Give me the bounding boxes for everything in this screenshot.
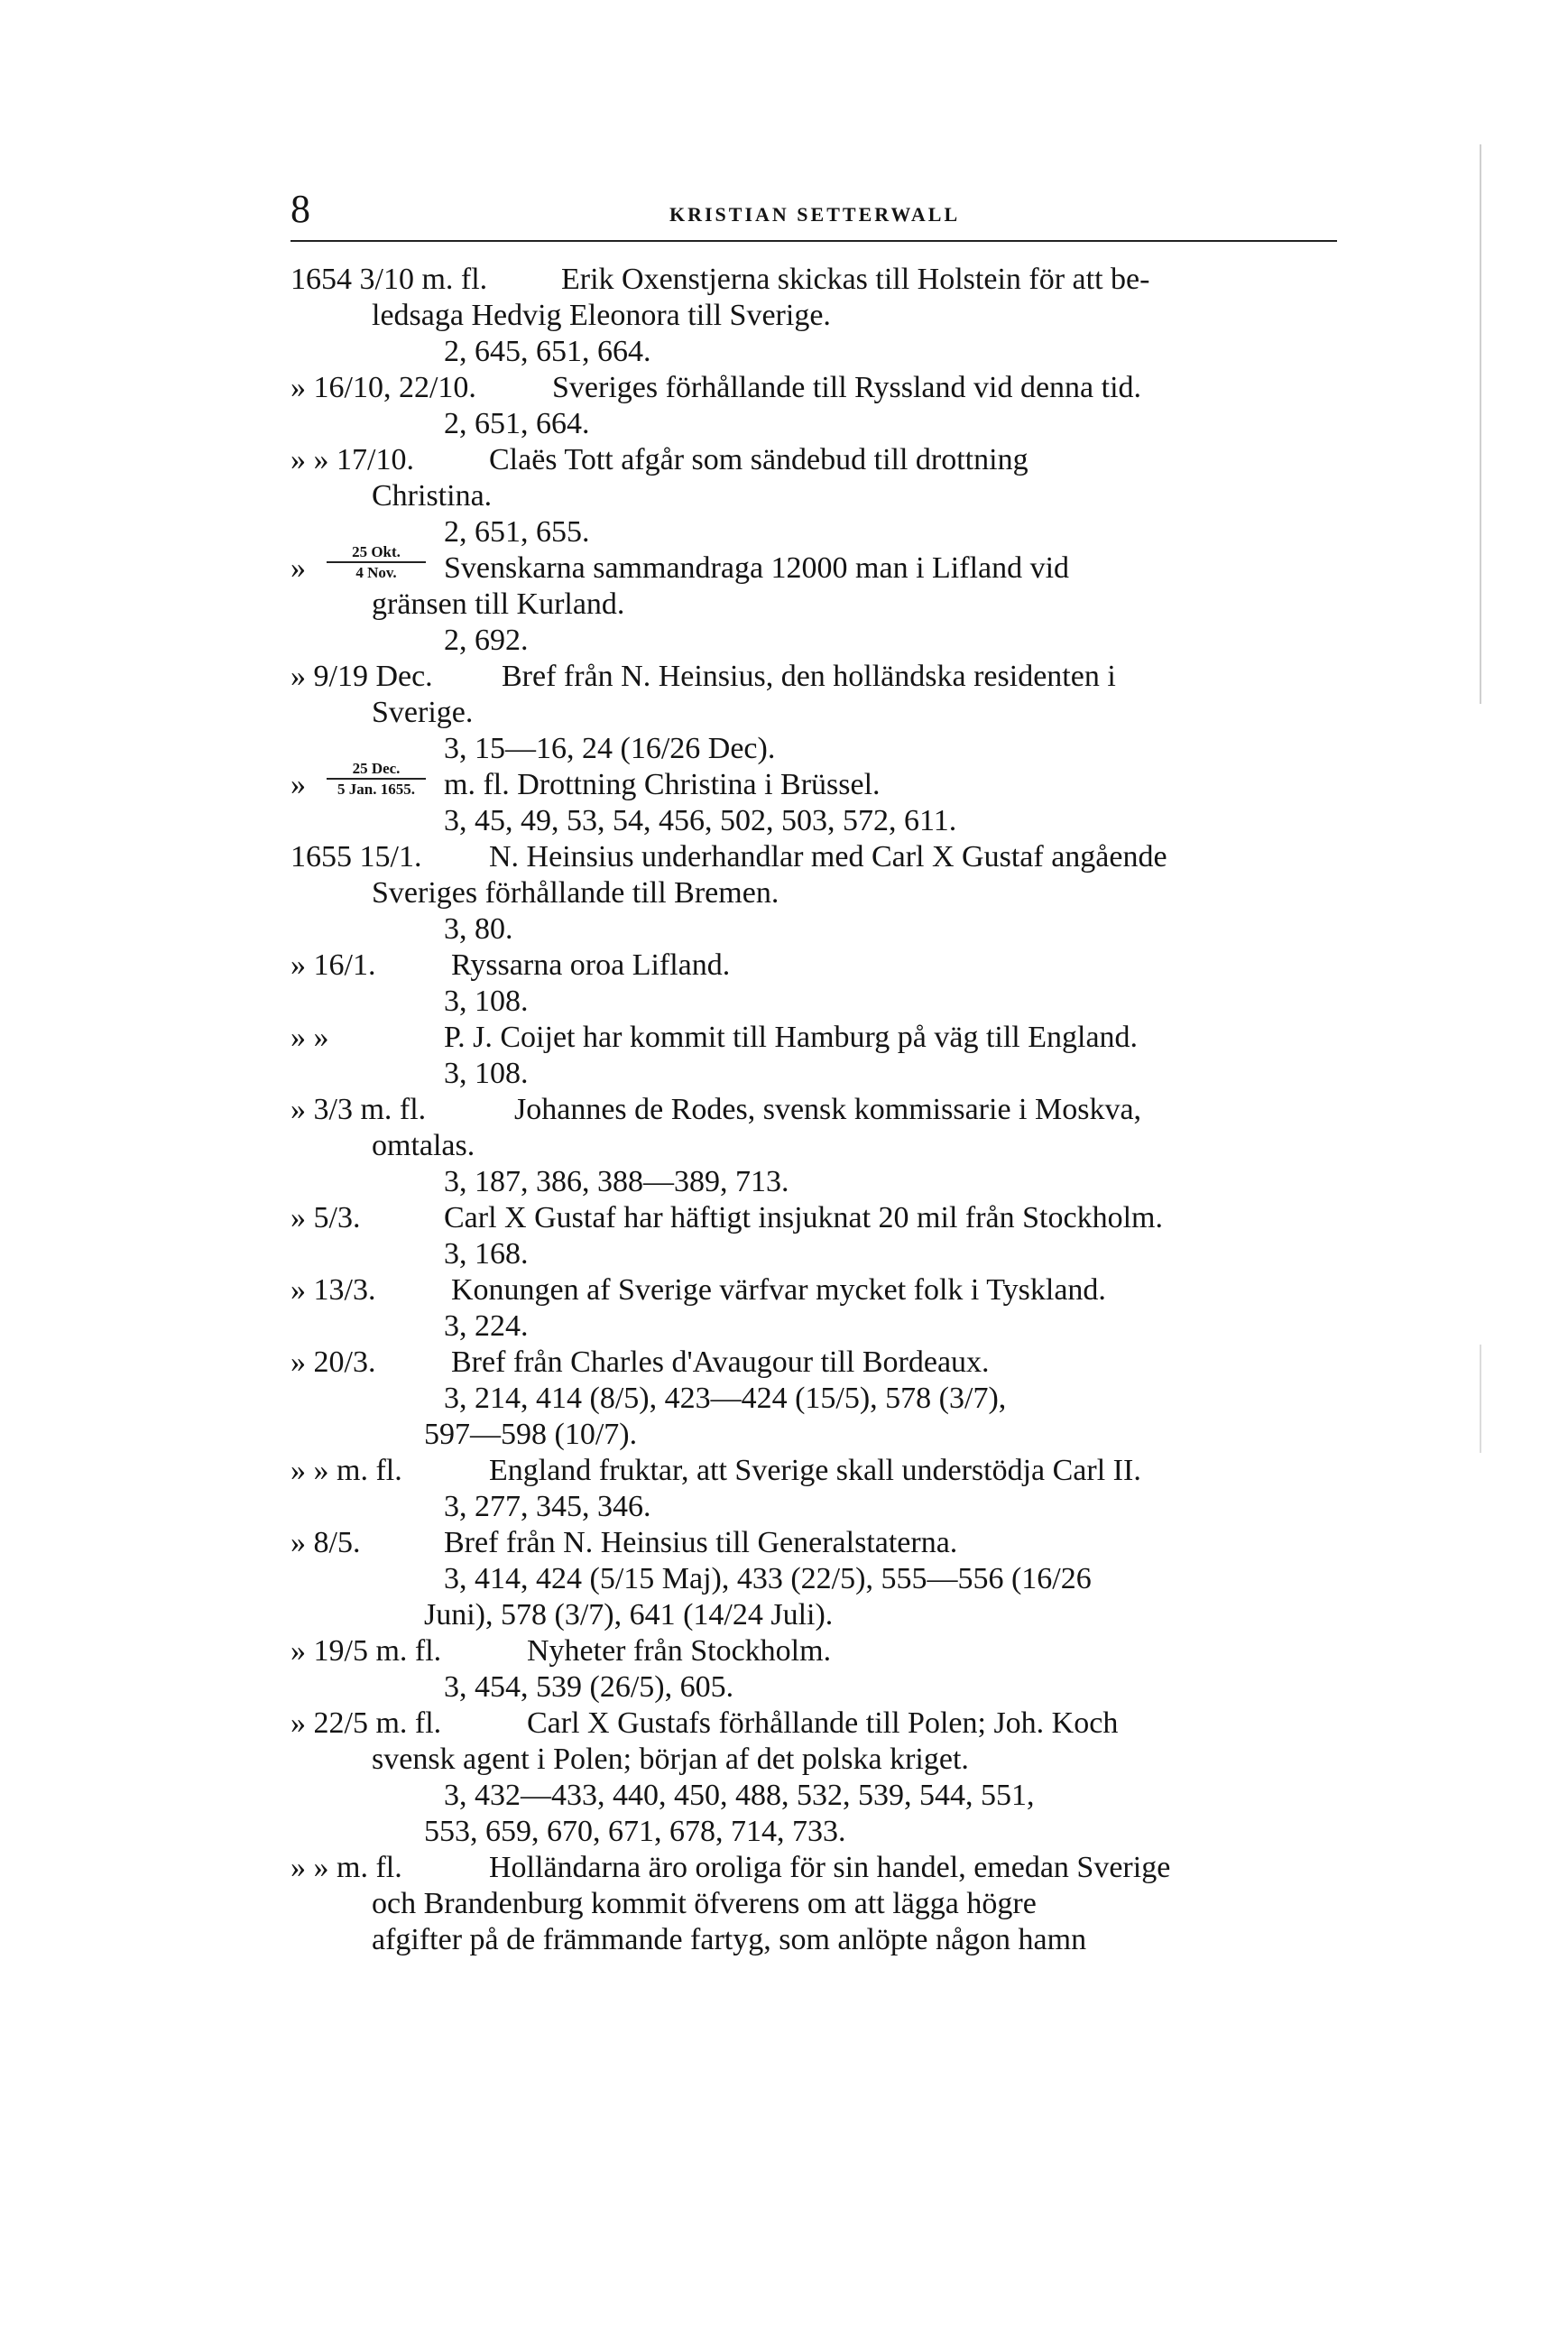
chronology-entry: [291, 1850, 1337, 1958]
entry-date-label: » 20/3.: [291, 1345, 376, 1379]
chronology-entries: [291, 262, 1337, 1958]
chronology-entry: [291, 1272, 1337, 1345]
entry-text: ledsaga Hedvig Eleonora till Sverige.: [372, 299, 831, 332]
reference-line: [291, 731, 1337, 767]
reference-line: [291, 1778, 1337, 1814]
entry-line: [291, 1886, 1337, 1922]
entry-text: Nyheter från Stockholm.: [527, 1634, 832, 1668]
entry-date-label: » » 17/10.: [291, 443, 414, 476]
entry-line: [291, 1633, 1337, 1669]
entry-line: [291, 442, 1337, 478]
reference-line: [291, 984, 1337, 1020]
entry-line: [291, 1706, 1337, 1742]
volume-reference-continued: 553, 659, 670, 671, 678, 714, 733.: [424, 1815, 846, 1848]
volume-reference: 3, 432—433, 440, 450, 488, 532, 539, 544, 551,: [444, 1779, 1035, 1812]
entry-date-label: » 5/3.: [291, 1201, 361, 1234]
entry-date-label: » 16/10, 22/10.: [291, 371, 476, 404]
entry-line: [291, 875, 1337, 911]
entry-line: [291, 543, 1337, 587]
reference-line: [291, 1164, 1337, 1200]
chronology-entry: [291, 659, 1337, 767]
volume-reference: 3, 214, 414 (8/5), 423—424 (15/5), 578 (3/7),: [444, 1382, 1007, 1415]
entry-text: afgifter på de främmande fartyg, som anlöpte någon hamn: [372, 1923, 1087, 1956]
entry-date-label: » 3/3 m. fl.: [291, 1093, 427, 1126]
entry-text: Erik Oxenstjerna skickas till Holstein för att be-: [561, 263, 1150, 296]
entry-text: N. Heinsius underhandlar med Carl X Gustaf angående: [489, 840, 1167, 874]
entry-date-label: » » m. fl.: [291, 1454, 402, 1487]
reference-line: [291, 1308, 1337, 1345]
entry-date-label: » 22/5 m. fl.: [291, 1706, 442, 1740]
entry-text: Bref från N. Heinsius till Generalstaterna.: [444, 1526, 958, 1559]
reference-line: [291, 1417, 1337, 1453]
entry-line: [291, 839, 1337, 875]
volume-reference: 2, 651, 664.: [444, 407, 590, 440]
entry-line: [291, 1020, 1337, 1056]
entry-line: [291, 262, 1337, 298]
entry-text: Carl X Gustafs förhållande till Polen; Joh. Koch: [527, 1706, 1119, 1740]
entry-line: [291, 760, 1337, 803]
entry-text: Christina.: [372, 479, 493, 513]
chronology-entry: [291, 948, 1337, 1020]
reference-line: [291, 1561, 1337, 1597]
volume-reference: 2, 645, 651, 664.: [444, 335, 651, 368]
reference-line: [291, 1381, 1337, 1417]
entry-text: Holländarna äro oroliga för sin handel, emedan Sverige: [489, 1851, 1171, 1884]
volume-reference: 3, 80.: [444, 912, 513, 946]
entry-text: Sveriges förhållande till Bremen.: [372, 876, 779, 910]
entry-line: [291, 1453, 1337, 1489]
chronology-entry: [291, 1345, 1337, 1453]
chronology-entry: [291, 543, 1337, 659]
volume-reference: 3, 414, 424 (5/15 Maj), 433 (22/5), 555—556 (16/26: [444, 1562, 1092, 1595]
reference-line: [291, 406, 1337, 442]
volume-reference-continued: 597—598 (10/7).: [424, 1418, 638, 1451]
entry-text: England fruktar, att Sverige skall understödja Carl II.: [489, 1454, 1141, 1487]
entry-line: [291, 478, 1337, 514]
entry-text: Johannes de Rodes, svensk kommissarie i Moskva,: [514, 1093, 1142, 1126]
entry-text: och Brandenburg kommit öfverens om att lägga högre: [372, 1887, 1037, 1920]
chronology-entry: [291, 1092, 1337, 1200]
stacked-date: [327, 760, 426, 798]
volume-reference: 3, 45, 49, 53, 54, 456, 502, 503, 572, 611.: [444, 804, 957, 837]
volume-reference: 3, 224.: [444, 1309, 529, 1343]
entry-line: [291, 948, 1337, 984]
entry-text: Sveriges förhållande till Ryssland vid denna tid.: [552, 371, 1142, 404]
chronology-entry: [291, 1453, 1337, 1525]
entry-date-label: » 13/3.: [291, 1273, 376, 1307]
reference-line: [291, 514, 1337, 550]
volume-reference: 2, 651, 655.: [444, 515, 590, 549]
reference-line: [291, 911, 1337, 948]
chronology-entry: [291, 1200, 1337, 1272]
reference-line: [291, 1814, 1337, 1850]
header-rule: [291, 240, 1337, 242]
chronology-entry: [291, 1706, 1337, 1850]
entry-text: svensk agent i Polen; början af det polska kriget.: [372, 1743, 969, 1776]
entry-text: m. fl. Drottning Christina i Brüssel.: [444, 768, 881, 801]
reference-line: [291, 334, 1337, 370]
volume-reference: 2, 692.: [444, 624, 529, 657]
volume-reference: 3, 108.: [444, 985, 529, 1018]
entry-text: gränsen till Kurland.: [372, 587, 625, 621]
stacked-date-top: 25 Okt.: [327, 543, 426, 563]
page-number: 8: [291, 187, 310, 231]
entry-date-label: » 19/5 m. fl.: [291, 1634, 442, 1668]
entry-date-label: 1655 15/1.: [291, 840, 422, 874]
entry-line: [291, 695, 1337, 731]
chronology-entry: [291, 760, 1337, 839]
entry-line: [291, 1922, 1337, 1958]
chronology-entry: [291, 370, 1337, 442]
entry-text: Konungen af Sverige värfvar mycket folk i Tyskland.: [451, 1273, 1106, 1307]
volume-reference: 3, 15—16, 24 (16/26 Dec).: [444, 732, 776, 765]
reference-line: [291, 1056, 1337, 1092]
entry-date-label: » »: [291, 1021, 329, 1054]
entry-text: Bref från N. Heinsius, den holländska residenten i: [502, 660, 1116, 693]
entry-line: [291, 1200, 1337, 1236]
chronology-entry: [291, 839, 1337, 948]
entry-date-label: » 9/19 Dec.: [291, 660, 433, 693]
volume-reference: 3, 108.: [444, 1057, 529, 1090]
entry-line: [291, 1272, 1337, 1308]
entry-text: P. J. Coijet har kommit till Hamburg på väg till England.: [444, 1021, 1139, 1054]
reference-line: [291, 1597, 1337, 1633]
entry-line: [291, 1850, 1337, 1886]
stacked-date-top: 25 Dec.: [327, 760, 426, 780]
entry-text: Carl X Gustaf har häftigt insjuknat 20 mil från Stockholm.: [444, 1201, 1163, 1234]
entry-text: Svenskarna sammandraga 12000 man i Lifland vid: [444, 551, 1070, 585]
page-header: [291, 187, 1337, 231]
entry-line: [291, 370, 1337, 406]
entry-line: [291, 1742, 1337, 1778]
entry-date-label: » 16/1.: [291, 948, 376, 982]
chronology-entry: [291, 442, 1337, 550]
reference-line: [291, 1236, 1337, 1272]
stacked-date: [327, 543, 426, 581]
entry-line: [291, 1092, 1337, 1128]
stacked-date-bottom: 4 Nov.: [355, 564, 397, 581]
page-edge-shadow: [1480, 1345, 1481, 1453]
entry-date-label: » 8/5.: [291, 1526, 361, 1559]
volume-reference-continued: Juni), 578 (3/7), 641 (14/24 Juli).: [424, 1598, 834, 1632]
chronology-entry: [291, 1633, 1337, 1706]
entry-text: omtalas.: [372, 1129, 475, 1162]
chronology-entry: [291, 1525, 1337, 1633]
entry-line: [291, 298, 1337, 334]
entry-date-label: 1654 3/10 m. fl.: [291, 263, 488, 296]
volume-reference: 3, 454, 539 (26/5), 605.: [444, 1670, 734, 1704]
entry-line: [291, 1525, 1337, 1561]
page-edge-shadow: [1480, 144, 1481, 704]
reference-line: [291, 1669, 1337, 1706]
volume-reference: 3, 187, 386, 388—389, 713.: [444, 1165, 789, 1198]
entry-text: Claës Tott afgår som sändebud till drottning: [489, 443, 1028, 476]
entry-date-label: » » m. fl.: [291, 1851, 402, 1884]
entry-line: [291, 587, 1337, 623]
running-head: KRISTIAN SETTERWALL: [669, 203, 961, 226]
stacked-date-bottom: 5 Jan. 1655.: [337, 781, 415, 798]
chronology-entry: [291, 262, 1337, 370]
entry-text: Ryssarna oroa Lifland.: [451, 948, 731, 982]
volume-reference: 3, 277, 345, 346.: [444, 1490, 651, 1523]
reference-line: [291, 623, 1337, 659]
entry-line: [291, 1128, 1337, 1164]
entry-date-label: »: [291, 768, 306, 801]
reference-line: [291, 1489, 1337, 1525]
entry-date-label: »: [291, 551, 306, 585]
volume-reference: 3, 168.: [444, 1237, 529, 1271]
entry-line: [291, 659, 1337, 695]
entry-text: Bref från Charles d'Avaugour till Bordeaux.: [451, 1345, 990, 1379]
reference-line: [291, 803, 1337, 839]
chronology-entry: [291, 1020, 1337, 1092]
entry-line: [291, 1345, 1337, 1381]
entry-text: Sverige.: [372, 696, 474, 729]
